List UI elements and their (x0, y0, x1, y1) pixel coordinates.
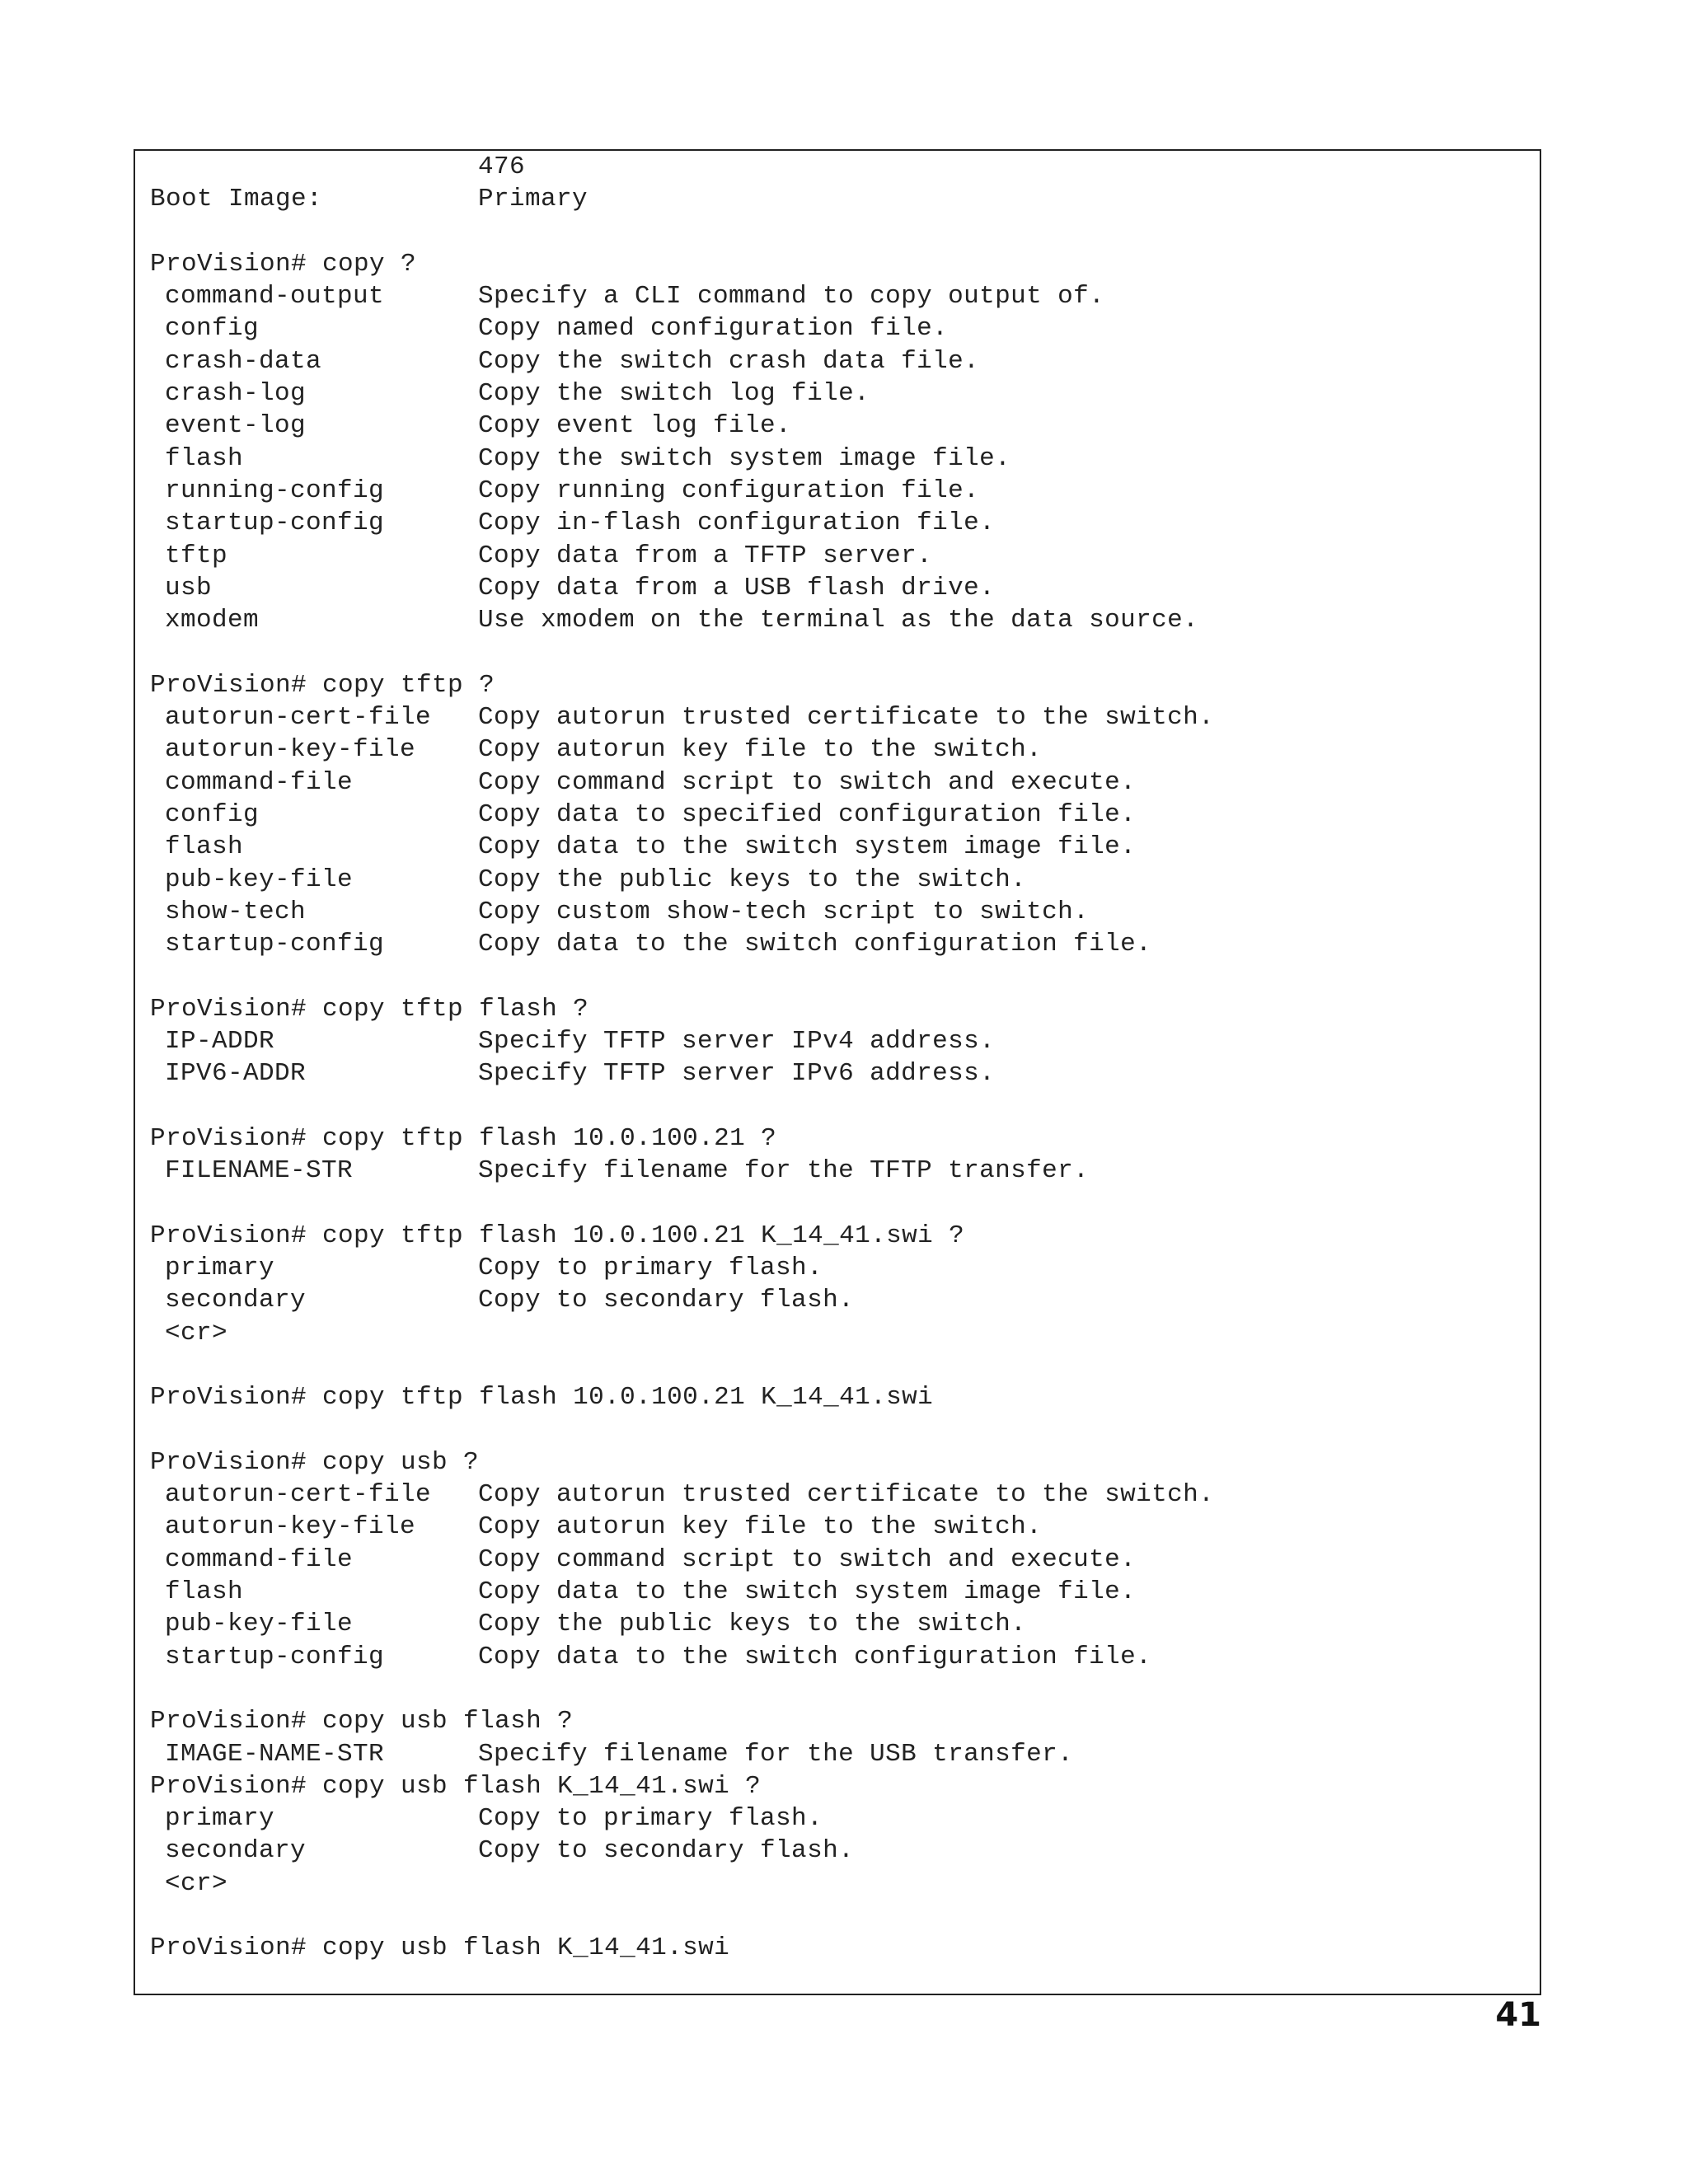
option-description: Copy autorun trusted certificate to the switch. (478, 703, 1215, 733)
option-description: Specify filename for the TFTP transfer. (478, 1156, 1090, 1186)
cli-option-line (150, 312, 1214, 344)
cli-option-line (150, 1317, 1214, 1349)
option-description: Copy data to the switch configuration file. (478, 1642, 1152, 1671)
option-keyword: config (165, 314, 260, 344)
option-description: Use xmodem on the terminal as the data source. (478, 606, 1199, 635)
option-keyword: command-file (165, 767, 354, 797)
cli-option-line (150, 1252, 1214, 1284)
blank-line (150, 960, 1214, 992)
option-keyword: command-file (165, 1544, 354, 1574)
option-keyword: crash-log (165, 379, 307, 409)
cli-command: ProVision# copy usb flash K_14_41.swi ? (150, 1771, 762, 1801)
blank-line (150, 1414, 1214, 1446)
blank-line (150, 1090, 1214, 1122)
cli-status-line (150, 183, 1214, 215)
option-keyword: flash (165, 832, 244, 862)
cli-option-line (150, 1479, 1214, 1511)
option-description: Specify filename for the USB transfer. (478, 1739, 1074, 1769)
option-keyword: tftp (165, 541, 228, 570)
option-description: Copy autorun key file to the switch. (478, 735, 1043, 765)
option-keyword: IPV6-ADDR (165, 1059, 307, 1089)
option-description: Copy event log file. (478, 411, 792, 441)
cli-command: ProVision# copy usb flash K_14_41.swi (150, 1933, 730, 1963)
option-description: Copy the switch crash data file. (478, 346, 980, 376)
option-keyword: autorun-key-file (165, 735, 416, 765)
cli-option-line (150, 1835, 1214, 1867)
option-keyword: pub-key-file (165, 865, 354, 894)
cli-prompt-line (150, 1446, 1214, 1479)
cli-option-line (150, 1738, 1214, 1770)
blank-line (150, 1349, 1214, 1381)
cli-option-line (150, 928, 1214, 960)
option-keyword: secondary (165, 1286, 307, 1315)
cli-option-line (150, 1284, 1214, 1316)
cli-option-line (150, 1544, 1214, 1576)
cli-option-line (150, 1057, 1214, 1090)
cli-option-line (150, 1155, 1214, 1187)
cli-option-line (150, 1802, 1214, 1835)
blank-line (150, 636, 1214, 668)
cli-option-line (150, 799, 1214, 831)
cli-command: ProVision# copy usb flash ? (150, 1707, 574, 1736)
cli-prompt-line (150, 993, 1214, 1025)
cli-option-line (150, 1608, 1214, 1640)
option-keyword: pub-key-file (165, 1610, 354, 1639)
option-keyword: event-log (165, 411, 307, 441)
cli-option-line (150, 280, 1214, 312)
option-keyword: <cr> (165, 1868, 228, 1898)
cli-prompt-line (150, 1705, 1214, 1737)
cli-output-box (134, 149, 1541, 1995)
option-keyword: startup-config (165, 1642, 385, 1671)
cli-option-line (150, 410, 1214, 442)
cli-option-line (150, 345, 1214, 377)
option-keyword: FILENAME-STR (165, 1156, 354, 1186)
option-description: Specify TFTP server IPv6 address. (478, 1059, 996, 1089)
option-keyword: show-tech (165, 897, 307, 926)
option-keyword: autorun-cert-file (165, 1480, 432, 1510)
option-description: Copy data to the switch system image file. (478, 832, 1137, 862)
option-keyword: secondary (165, 1836, 307, 1866)
option-keyword: <cr> (165, 1318, 228, 1347)
status-value: 476 (478, 152, 526, 181)
option-description: Copy to primary flash. (478, 1254, 823, 1283)
cli-option-line (150, 572, 1214, 604)
cli-prompt-line (150, 1381, 1214, 1413)
option-description: Copy the switch log file. (478, 379, 870, 409)
option-description: Copy named configuration file. (478, 314, 949, 344)
option-keyword: IP-ADDR (165, 1027, 275, 1057)
option-keyword: xmodem (165, 606, 260, 635)
option-description: Copy autorun trusted certificate to the switch. (478, 1480, 1215, 1510)
option-description: Copy to primary flash. (478, 1804, 823, 1834)
blank-line (150, 1900, 1214, 1932)
cli-prompt-line (150, 1770, 1214, 1802)
option-description: Copy command script to switch and execute. (478, 767, 1137, 797)
option-description: Copy in-flash configuration file. (478, 509, 996, 538)
option-description: Copy data to the switch system image file. (478, 1577, 1137, 1607)
cli-option-line (150, 1511, 1214, 1543)
option-description: Copy data from a TFTP server. (478, 541, 933, 570)
option-keyword: startup-config (165, 930, 385, 959)
status-label: Boot Image: (150, 185, 323, 214)
option-description: Specify a CLI command to copy output of. (478, 282, 1105, 312)
option-keyword: startup-config (165, 509, 385, 538)
blank-line (150, 1673, 1214, 1705)
cli-option-line (150, 896, 1214, 928)
cli-command: ProVision# copy tftp ? (150, 670, 495, 700)
cli-option-line (150, 701, 1214, 733)
cli-command: ProVision# copy ? (150, 249, 417, 279)
cli-command: ProVision# copy usb ? (150, 1447, 480, 1477)
option-keyword: flash (165, 1577, 244, 1607)
cli-prompt-line (150, 1932, 1214, 1964)
cli-command: ProVision# copy tftp flash ? (150, 994, 589, 1024)
option-keyword: primary (165, 1254, 275, 1283)
option-keyword: crash-data (165, 346, 322, 376)
cli-option-line (150, 733, 1214, 766)
cli-option-line (150, 864, 1214, 896)
option-keyword: running-config (165, 476, 385, 505)
option-keyword: config (165, 799, 260, 829)
blank-line (150, 216, 1214, 248)
cli-output-text (150, 151, 1214, 1965)
cli-prompt-line (150, 1122, 1214, 1155)
cli-option-line (150, 507, 1214, 539)
cli-command: ProVision# copy tftp flash 10.0.100.21 K_14_41.swi ? (150, 1221, 965, 1250)
cli-option-line (150, 540, 1214, 572)
status-value: Primary (478, 185, 588, 214)
cli-prompt-line (150, 248, 1214, 280)
option-description: Copy the public keys to the switch. (478, 865, 1027, 894)
option-keyword: autorun-cert-file (165, 703, 432, 733)
option-keyword: autorun-key-file (165, 1512, 416, 1542)
option-description: Copy to secondary flash. (478, 1836, 855, 1866)
option-keyword: usb (165, 573, 213, 602)
cli-option-line (150, 443, 1214, 475)
cli-option-line (150, 831, 1214, 863)
cli-prompt-line (150, 669, 1214, 701)
cli-option-line (150, 766, 1214, 799)
cli-status-line (150, 151, 1214, 183)
cli-option-line (150, 1576, 1214, 1608)
option-description: Copy data from a USB flash drive. (478, 573, 996, 602)
option-description: Copy running configuration file. (478, 476, 980, 505)
option-description: Specify TFTP server IPv4 address. (478, 1027, 996, 1057)
option-keyword: primary (165, 1804, 275, 1834)
option-description: Copy to secondary flash. (478, 1286, 855, 1315)
cli-option-line (150, 604, 1214, 636)
cli-option-line (150, 377, 1214, 410)
cli-prompt-line (150, 1220, 1214, 1252)
cli-option-line (150, 1868, 1214, 1900)
option-description: Copy data to the switch configuration file. (478, 930, 1152, 959)
option-keyword: command-output (165, 282, 385, 312)
page-number: 41 (1495, 1996, 1541, 2034)
cli-command: ProVision# copy tftp flash 10.0.100.21 K_14_41.swi (150, 1383, 934, 1413)
option-keyword: IMAGE-NAME-STR (165, 1739, 385, 1769)
cli-option-line (150, 1641, 1214, 1673)
blank-line (150, 1188, 1214, 1220)
cli-option-line (150, 475, 1214, 507)
cli-option-line (150, 1025, 1214, 1057)
option-description: Copy the switch system image file. (478, 443, 1011, 473)
option-description: Copy command script to switch and execute. (478, 1544, 1137, 1574)
cli-command: ProVision# copy tftp flash 10.0.100.21 ? (150, 1123, 777, 1153)
option-description: Copy custom show-tech script to switch. (478, 897, 1090, 926)
option-description: Copy autorun key file to the switch. (478, 1512, 1043, 1542)
option-description: Copy data to specified configuration file. (478, 799, 1137, 829)
option-keyword: flash (165, 443, 244, 473)
option-description: Copy the public keys to the switch. (478, 1610, 1027, 1639)
